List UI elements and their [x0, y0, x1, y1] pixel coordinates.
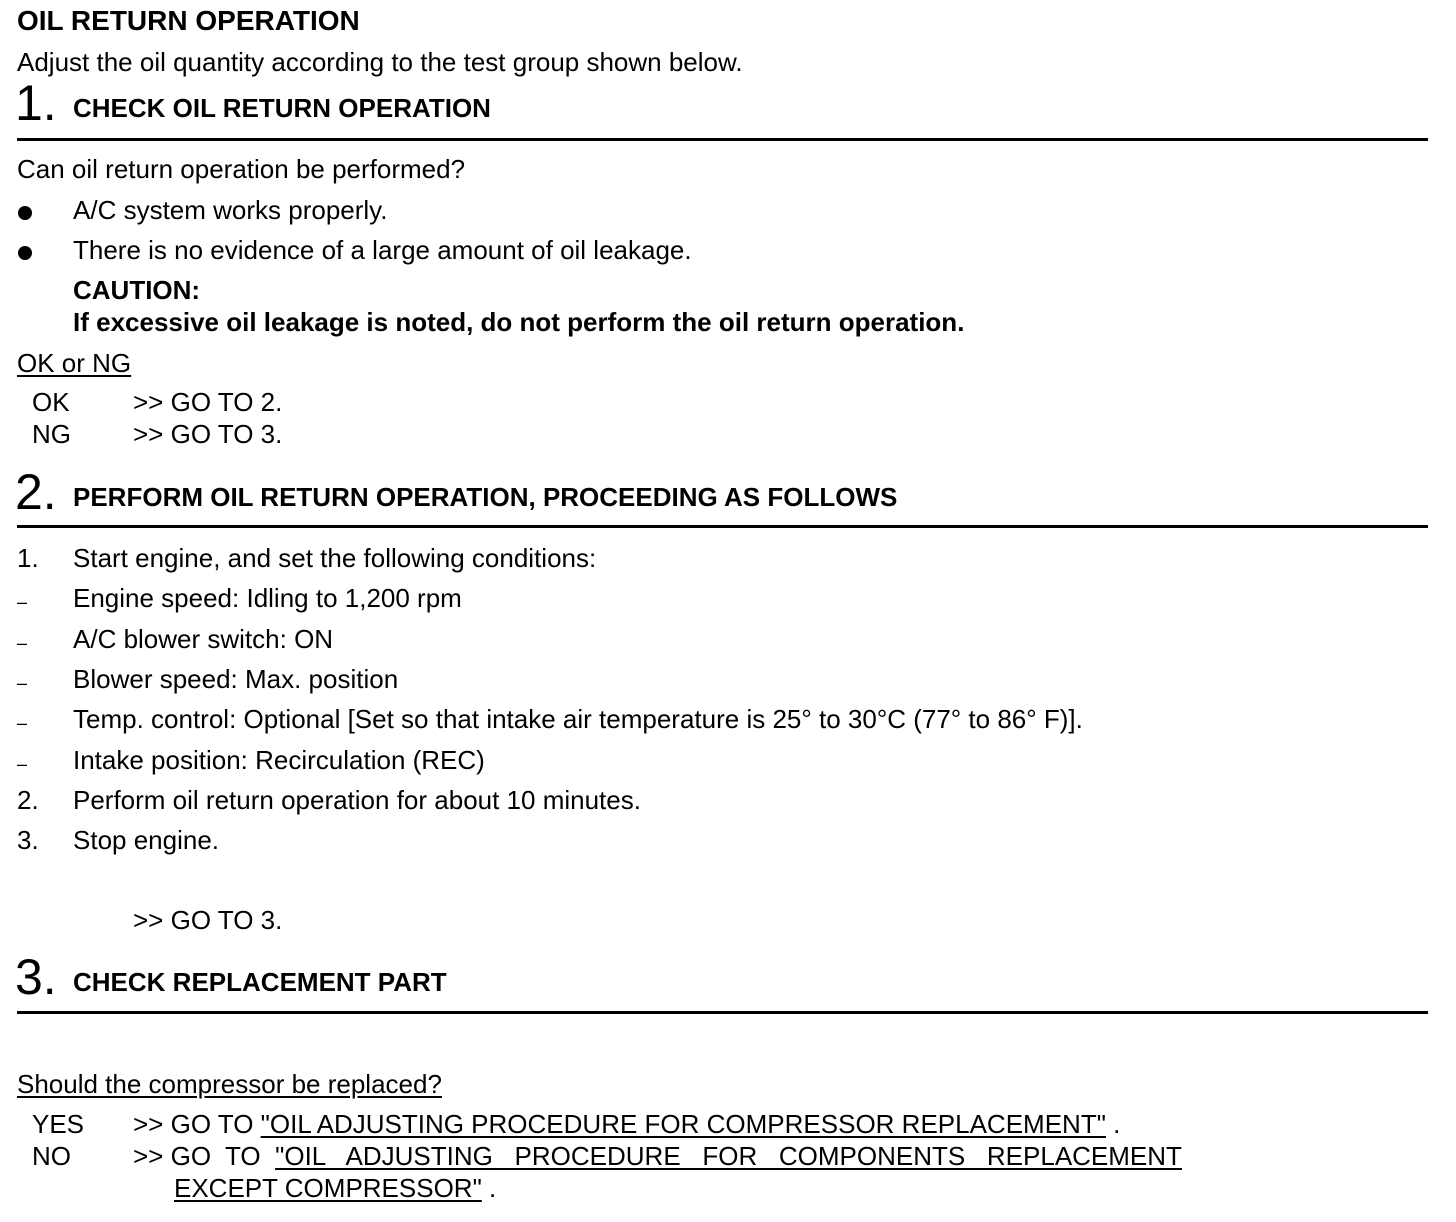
result-yes-key: YES [32, 1109, 85, 1139]
ok-ng-header: OK or NG [17, 348, 132, 378]
result-ok-key: OK [32, 387, 70, 417]
result-no-action [133, 1140, 1182, 1172]
dash-marker: – [17, 633, 28, 653]
bullet-item: There is no evidence of a large amount of oil leakage. [73, 235, 692, 265]
result-no-action-continued [174, 1172, 496, 1204]
item-number: 2. [17, 785, 39, 815]
dash-marker: – [17, 713, 28, 733]
step-1-number: 1. [15, 75, 57, 131]
step-2-divider [17, 525, 1428, 528]
bullet-icon [18, 246, 32, 260]
caution-label: CAUTION: [73, 275, 201, 305]
step-2-number: 2. [15, 464, 57, 520]
dash-marker: – [17, 592, 28, 612]
step-1-title: CHECK OIL RETURN OPERATION [73, 93, 491, 123]
bullet-icon [18, 206, 32, 220]
step-3-divider [17, 1011, 1428, 1014]
goto-suffix: . [481, 1173, 497, 1203]
result-yes-action [133, 1108, 1120, 1140]
condition-item: Temp. control: Optional [Set so that intake air temperature is 25° to 30°C (77° to 86° F)]. [73, 704, 1083, 734]
result-ok-action[interactable]: >> GO TO 2. [133, 387, 283, 417]
step-1-question: Can oil return operation be performed? [17, 154, 466, 184]
bullet-item: A/C system works properly. [73, 195, 388, 225]
condition-item: A/C blower switch: ON [73, 624, 334, 654]
procedure-item: Stop engine. [73, 825, 220, 855]
components-replacement-link[interactable]: "OIL ADJUSTING PROCEDURE FOR COMPONENTS REPLACEMENT [275, 1141, 1182, 1171]
result-ng-action[interactable]: >> GO TO 3. [133, 419, 283, 449]
step-1-divider [17, 138, 1428, 141]
condition-item: Blower speed: Max. position [73, 664, 399, 694]
step-2-title: PERFORM OIL RETURN OPERATION, PROCEEDING AS FOLLOWS [73, 482, 898, 512]
step-2-goto[interactable]: >> GO TO 3. [133, 905, 283, 935]
goto-prefix: >> GO TO [133, 1141, 276, 1171]
result-no-key: NO [32, 1141, 71, 1171]
intro-text: Adjust the oil quantity according to the test group shown below. [17, 47, 743, 77]
item-number: 1. [17, 543, 39, 573]
goto-suffix: . [1105, 1109, 1121, 1139]
dash-marker: – [17, 754, 28, 774]
step-3-title: CHECK REPLACEMENT PART [73, 967, 447, 997]
step-3-question: Should the compressor be replaced? [17, 1069, 442, 1099]
caution-text: If excessive oil leakage is noted, do not perform the oil return operation. [73, 307, 965, 337]
item-number: 3. [17, 825, 39, 855]
step-3-number: 3. [15, 949, 57, 1005]
goto-prefix: >> GO TO [133, 1109, 261, 1139]
condition-item: Intake position: Recirculation (REC) [73, 745, 485, 775]
procedure-item: Perform oil return operation for about 10 minutes. [73, 785, 641, 815]
compressor-replacement-link[interactable]: "OIL ADJUSTING PROCEDURE FOR COMPRESSOR REPLACEMENT" [260, 1109, 1106, 1139]
procedure-item: Start engine, and set the following conditions: [73, 543, 597, 573]
components-replacement-link-continued[interactable]: EXCEPT COMPRESSOR" [174, 1173, 482, 1203]
condition-item: Engine speed: Idling to 1,200 rpm [73, 583, 462, 613]
page-title: OIL RETURN OPERATION [17, 5, 360, 36]
dash-marker: – [17, 673, 28, 693]
result-ng-key: NG [32, 419, 71, 449]
